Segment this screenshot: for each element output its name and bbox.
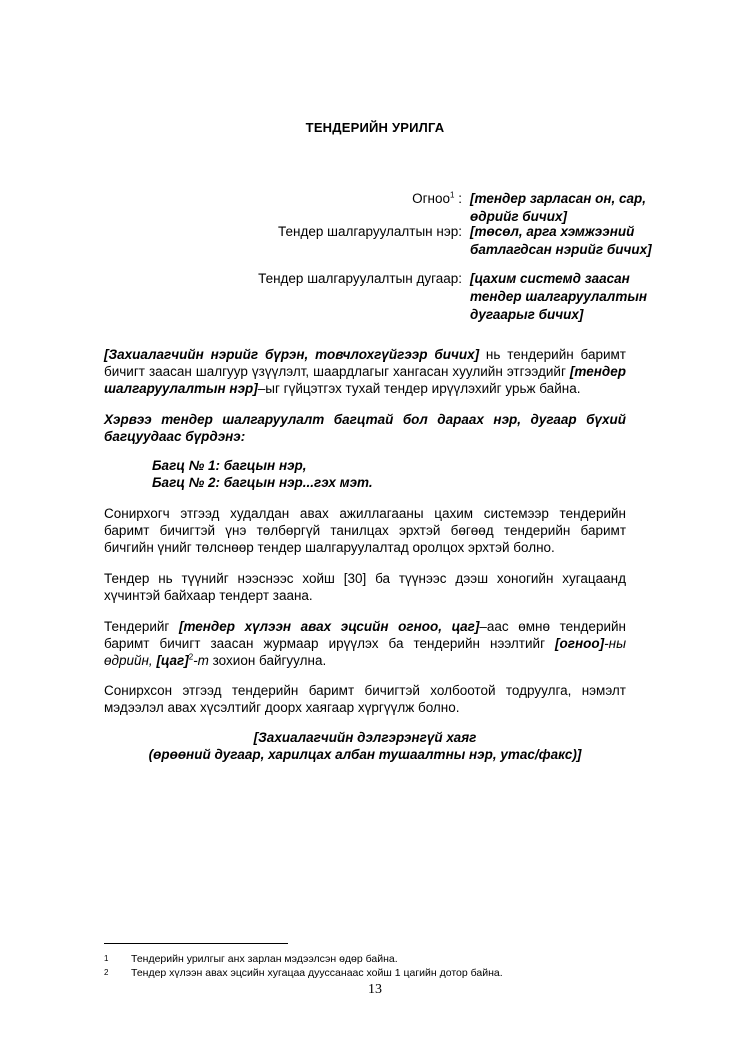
address-block — [104, 729, 626, 763]
page-number: 13 — [368, 982, 382, 997]
lots-list — [152, 457, 373, 491]
tender-number-label: Тендер шалгаруулалтын дугаар: — [258, 271, 462, 286]
meta-number-row — [100, 270, 670, 324]
meta-name-row — [100, 223, 670, 259]
page-title: ТЕНДЕРИЙН УРИЛГА — [305, 120, 445, 135]
address-line: (өрөөний дугаар, харилцах албан тушаалтны нэр, утас/факс)] — [148, 747, 582, 762]
date-label: Огноо$^1$ : — [412, 190, 462, 206]
meta-date-row — [100, 190, 670, 226]
submission-paragraph: Тендерийг [тендер хүлээн авах эцсийн огноо, цаг]–аас өмнө тендерийн баримт бичигт заасан журмаар ирүүлэх ба тендерийн нээлтийг [огноо]-ны өдрийн, [цаг]$^2$-т зохион байгуулна. — [104, 619, 626, 668]
validity-paragraph: Тендер нь түүнийг нээснээс хойш [30] ба түүнээс дээш хоногийн хугацаанд хүчинтэй байхаар тендерт заана. — [104, 571, 626, 603]
lot-item: Багц № 1: багцын нэр, — [152, 458, 307, 473]
invitation-paragraph: [Захиалагчийн нэрийг бүрэн, товчлохгүйгээр бичих] нь тендерийн баримт бичигт заасан шалгуур үзүүлэлт, шаардлагыг хангасан хуулийн этгээдийг [тендер шалгаруулалтын нэр]–ыг гүйцэтгэх тухай тендер ирүүлэхийг урьж байна. — [104, 347, 626, 396]
lots-intro-paragraph: Хэрвээ тендер шалгаруулалт багцтай бол дараах нэр, дугаар бүхий багцуудаас бүрдэнэ: — [104, 412, 626, 444]
access-paragraph: Сонирхогч этгээд худалдан авах ажиллагааны цахим системээр тендерийн баримт бичигтэй үнэ төлбөргүй танилцах эрхтэй бөгөөд тендерийн баримт бичгийн үнийг төлснөөр тендер шалгаруулалтад оролцох эрхтэй болно. — [104, 506, 626, 555]
footnote-2: 2 Тендер хүлээн авах эцсийн хугацаа дууссанаас хойш 1 цагийн дотор байна. — [104, 967, 503, 979]
lot-item: Багц № 2: багцын нэр...гэх мэт. — [152, 475, 373, 490]
tender-name-label: Тендер шалгаруулалтын нэр: — [278, 224, 462, 239]
date-value: [тендер зарласан он, сар, өдрийг бичих] — [470, 191, 647, 224]
address-line: [Захиалагчийн дэлгэрэнгүй хаяг — [253, 730, 477, 745]
tender-name-value: [төсөл, арга хэмжээний батлагдсан нэрийг бичих] — [470, 224, 652, 257]
footnote-divider — [104, 943, 288, 944]
footnote-1: 1 Тендерийн урилгыг анх зарлан мэдээлсэн өдөр байна. — [104, 953, 398, 965]
clarification-paragraph: Сонирхсон этгээд тендерийн баримт бичигтэй холбоотой тодруулга, нэмэлт мэдээлэл авах хүсэлтийг доорх хаягаар хүргүүлж болно. — [104, 683, 626, 715]
tender-number-value: [цахим системд заасан тендер шалгаруулалтын дугаарыг бичих] — [470, 271, 648, 322]
